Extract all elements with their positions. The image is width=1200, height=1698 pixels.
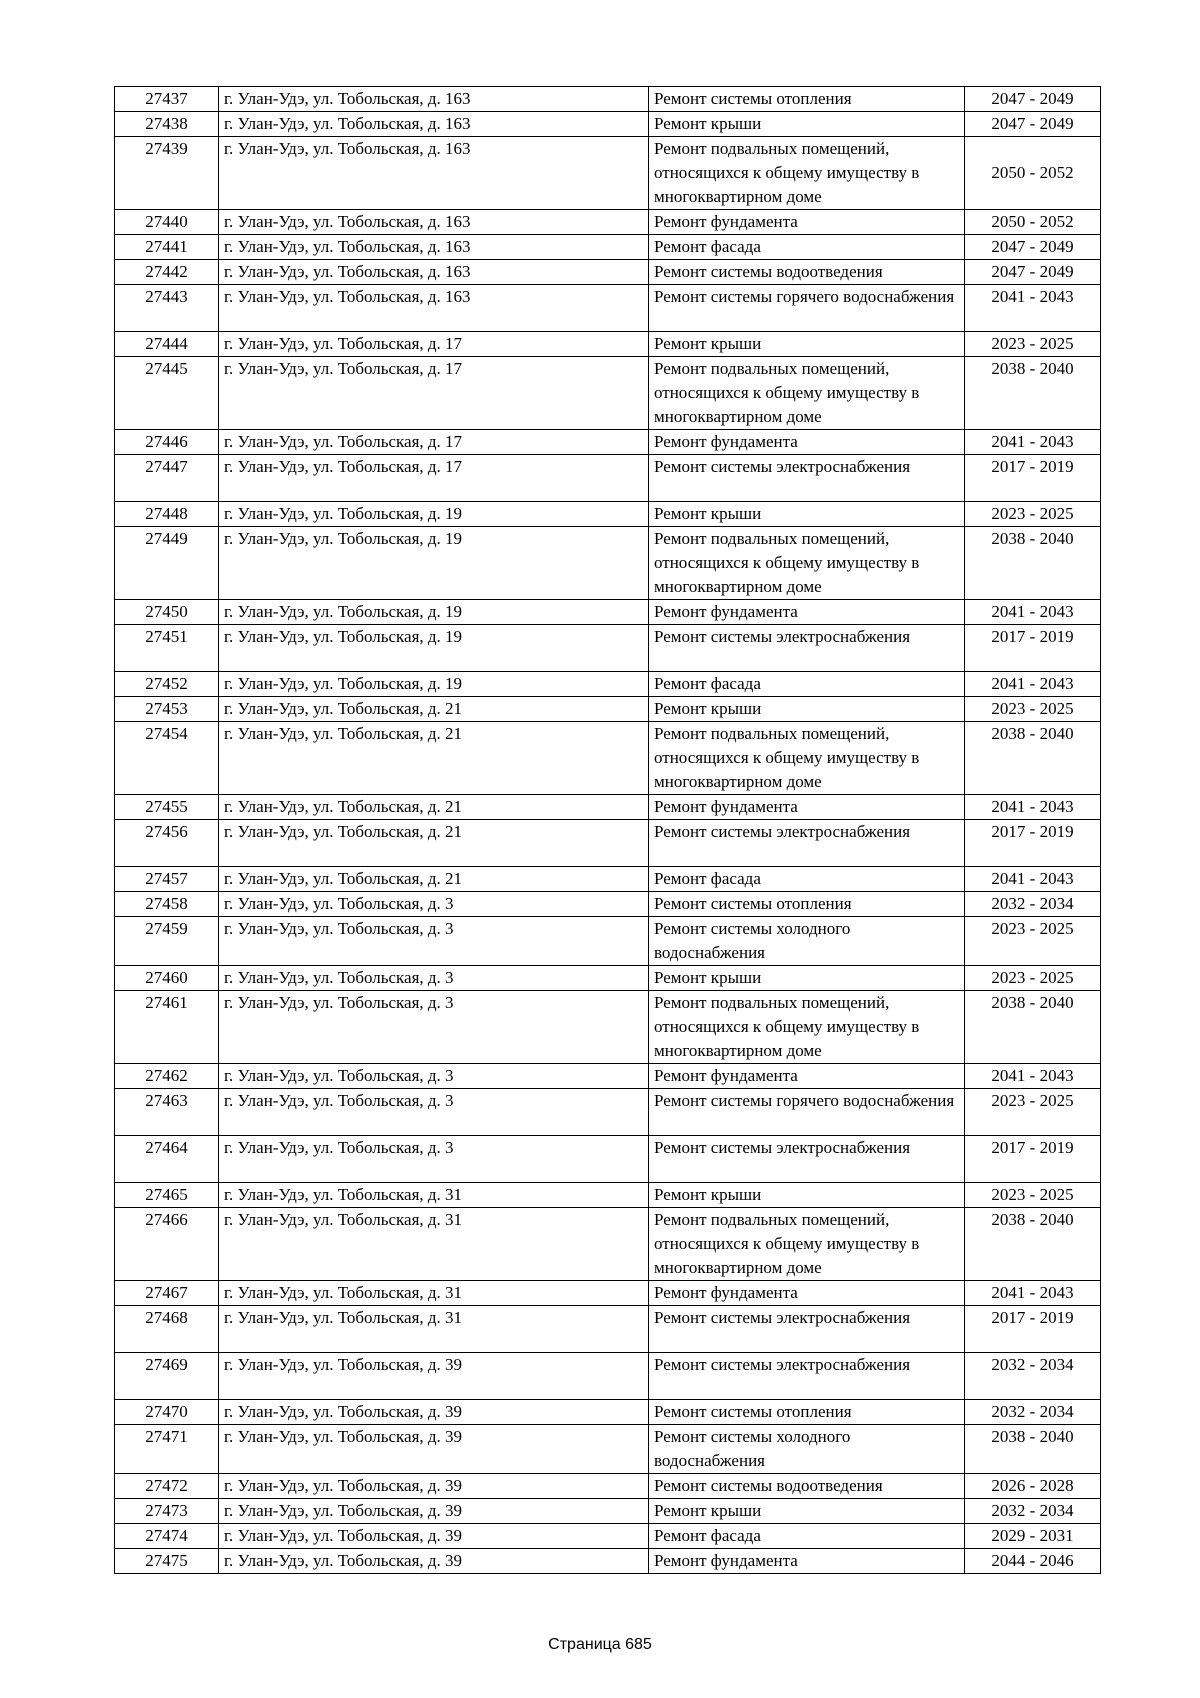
address-cell: г. Улан-Удэ, ул. Тобольская, д. 163	[219, 112, 649, 137]
address-cell: г. Улан-Удэ, ул. Тобольская, д. 39	[219, 1549, 649, 1574]
address-cell: г. Улан-Удэ, ул. Тобольская, д. 163	[219, 87, 649, 112]
table-row	[115, 210, 1101, 235]
row-number-cell: 27456	[115, 820, 219, 867]
address-cell: г. Улан-Удэ, ул. Тобольская, д. 21	[219, 795, 649, 820]
period-cell: 2047 - 2049	[965, 87, 1101, 112]
work-type-cell: Ремонт фундамента	[649, 795, 965, 820]
address-cell: г. Улан-Удэ, ул. Тобольская, д. 163	[219, 235, 649, 260]
table-row	[115, 357, 1101, 430]
table-row	[115, 697, 1101, 722]
table-row	[115, 820, 1101, 867]
work-type-cell: Ремонт системы холодного водоснабжения	[649, 1425, 965, 1474]
address-cell: г. Улан-Удэ, ул. Тобольская, д. 17	[219, 455, 649, 502]
address-cell: г. Улан-Удэ, ул. Тобольская, д. 19	[219, 502, 649, 527]
row-number-cell: 27449	[115, 527, 219, 600]
work-type-cell: Ремонт фасада	[649, 672, 965, 697]
period-cell: 2038 - 2040	[965, 991, 1101, 1064]
table-row	[115, 502, 1101, 527]
row-number-cell: 27438	[115, 112, 219, 137]
table-row	[115, 1064, 1101, 1089]
work-type-cell: Ремонт фасада	[649, 1524, 965, 1549]
work-type-cell: Ремонт системы электроснабжения	[649, 1136, 965, 1183]
period-cell: 2047 - 2049	[965, 112, 1101, 137]
page-number: Страница 685	[548, 1636, 652, 1653]
table-row	[115, 867, 1101, 892]
address-cell: г. Улан-Удэ, ул. Тобольская, д. 39	[219, 1499, 649, 1524]
work-type-cell: Ремонт фундамента	[649, 430, 965, 455]
work-type-cell: Ремонт системы электроснабжения	[649, 1353, 965, 1400]
row-number-cell: 27441	[115, 235, 219, 260]
address-cell: г. Улан-Удэ, ул. Тобольская, д. 39	[219, 1524, 649, 1549]
table-row	[115, 1524, 1101, 1549]
address-cell: г. Улан-Удэ, ул. Тобольская, д. 21	[219, 722, 649, 795]
period-cell: 2050 - 2052	[965, 210, 1101, 235]
table-row	[115, 625, 1101, 672]
row-number-cell: 27469	[115, 1353, 219, 1400]
work-type-cell: Ремонт системы электроснабжения	[649, 625, 965, 672]
row-number-cell: 27466	[115, 1208, 219, 1281]
row-number-cell: 27453	[115, 697, 219, 722]
period-cell: 2038 - 2040	[965, 722, 1101, 795]
table-row	[115, 1089, 1101, 1136]
address-cell: г. Улан-Удэ, ул. Тобольская, д. 3	[219, 991, 649, 1064]
repair-schedule-table	[114, 86, 1101, 1574]
table-row	[115, 332, 1101, 357]
period-cell: 2023 - 2025	[965, 966, 1101, 991]
row-number-cell: 27444	[115, 332, 219, 357]
period-cell: 2023 - 2025	[965, 332, 1101, 357]
row-number-cell: 27475	[115, 1549, 219, 1574]
row-number-cell: 27457	[115, 867, 219, 892]
row-number-cell: 27473	[115, 1499, 219, 1524]
work-type-cell: Ремонт системы электроснабжения	[649, 820, 965, 867]
period-cell: 2023 - 2025	[965, 1183, 1101, 1208]
table-row	[115, 455, 1101, 502]
address-cell: г. Улан-Удэ, ул. Тобольская, д. 39	[219, 1400, 649, 1425]
table-row	[115, 917, 1101, 966]
row-number-cell: 27442	[115, 260, 219, 285]
address-cell: г. Улан-Удэ, ул. Тобольская, д. 3	[219, 966, 649, 991]
period-cell: 2017 - 2019	[965, 1136, 1101, 1183]
address-cell: г. Улан-Удэ, ул. Тобольская, д. 19	[219, 672, 649, 697]
address-cell: г. Улан-Удэ, ул. Тобольская, д. 3	[219, 917, 649, 966]
row-number-cell: 27470	[115, 1400, 219, 1425]
table-row	[115, 430, 1101, 455]
period-cell: 2023 - 2025	[965, 697, 1101, 722]
address-cell: г. Улан-Удэ, ул. Тобольская, д. 39	[219, 1474, 649, 1499]
period-cell: 2047 - 2049	[965, 235, 1101, 260]
row-number-cell: 27474	[115, 1524, 219, 1549]
table-row	[115, 1499, 1101, 1524]
period-cell: 2032 - 2034	[965, 1353, 1101, 1400]
row-number-cell: 27468	[115, 1306, 219, 1353]
row-number-cell: 27437	[115, 87, 219, 112]
work-type-cell: Ремонт системы водоотведения	[649, 1474, 965, 1499]
work-type-cell: Ремонт фасада	[649, 235, 965, 260]
table-row	[115, 600, 1101, 625]
period-cell: 2050 - 2052	[965, 137, 1101, 210]
address-cell: г. Улан-Удэ, ул. Тобольская, д. 19	[219, 600, 649, 625]
work-type-cell: Ремонт системы горячего водоснабжения	[649, 1089, 965, 1136]
row-number-cell: 27445	[115, 357, 219, 430]
period-cell: 2041 - 2043	[965, 1281, 1101, 1306]
row-number-cell: 27440	[115, 210, 219, 235]
address-cell: г. Улан-Удэ, ул. Тобольская, д. 39	[219, 1353, 649, 1400]
address-cell: г. Улан-Удэ, ул. Тобольская, д. 31	[219, 1281, 649, 1306]
table-row	[115, 991, 1101, 1064]
work-type-cell: Ремонт системы отопления	[649, 892, 965, 917]
table-row	[115, 137, 1101, 210]
row-number-cell: 27464	[115, 1136, 219, 1183]
row-number-cell: 27455	[115, 795, 219, 820]
address-cell: г. Улан-Удэ, ул. Тобольская, д. 17	[219, 357, 649, 430]
work-type-cell: Ремонт подвальных помещений, относящихся к общему имуществу в многоквартирном доме	[649, 357, 965, 430]
row-number-cell: 27471	[115, 1425, 219, 1474]
table-row	[115, 260, 1101, 285]
period-cell: 2041 - 2043	[965, 672, 1101, 697]
address-cell: г. Улан-Удэ, ул. Тобольская, д. 163	[219, 285, 649, 332]
table-row	[115, 1183, 1101, 1208]
table-row	[115, 1400, 1101, 1425]
table-row	[115, 1549, 1101, 1574]
address-cell: г. Улан-Удэ, ул. Тобольская, д. 31	[219, 1306, 649, 1353]
table-row	[115, 722, 1101, 795]
table-row	[115, 1281, 1101, 1306]
period-cell: 2041 - 2043	[965, 795, 1101, 820]
work-type-cell: Ремонт системы отопления	[649, 1400, 965, 1425]
work-type-cell: Ремонт крыши	[649, 966, 965, 991]
work-type-cell: Ремонт системы водоотведения	[649, 260, 965, 285]
table-row	[115, 672, 1101, 697]
row-number-cell: 27461	[115, 991, 219, 1064]
table-row	[115, 1353, 1101, 1400]
address-cell: г. Улан-Удэ, ул. Тобольская, д. 39	[219, 1425, 649, 1474]
work-type-cell: Ремонт крыши	[649, 332, 965, 357]
work-type-cell: Ремонт подвальных помещений, относящихся к общему имуществу в многоквартирном доме	[649, 527, 965, 600]
address-cell: г. Улан-Удэ, ул. Тобольская, д. 31	[219, 1183, 649, 1208]
period-cell: 2029 - 2031	[965, 1524, 1101, 1549]
work-type-cell: Ремонт подвальных помещений, относящихся к общему имуществу в многоквартирном доме	[649, 722, 965, 795]
work-type-cell: Ремонт системы горячего водоснабжения	[649, 285, 965, 332]
row-number-cell: 27465	[115, 1183, 219, 1208]
period-cell: 2041 - 2043	[965, 1064, 1101, 1089]
table-row	[115, 1208, 1101, 1281]
period-cell: 2041 - 2043	[965, 867, 1101, 892]
row-number-cell: 27462	[115, 1064, 219, 1089]
work-type-cell: Ремонт системы холодного водоснабжения	[649, 917, 965, 966]
work-type-cell: Ремонт фундамента	[649, 1281, 965, 1306]
period-cell: 2017 - 2019	[965, 625, 1101, 672]
row-number-cell: 27454	[115, 722, 219, 795]
table-row	[115, 1306, 1101, 1353]
work-type-cell: Ремонт фундамента	[649, 600, 965, 625]
period-cell: 2041 - 2043	[965, 285, 1101, 332]
work-type-cell: Ремонт системы электроснабжения	[649, 1306, 965, 1353]
work-type-cell: Ремонт фундамента	[649, 1064, 965, 1089]
table-row	[115, 795, 1101, 820]
row-number-cell: 27448	[115, 502, 219, 527]
row-number-cell: 27467	[115, 1281, 219, 1306]
period-cell: 2023 - 2025	[965, 502, 1101, 527]
address-cell: г. Улан-Удэ, ул. Тобольская, д. 19	[219, 625, 649, 672]
period-cell: 2041 - 2043	[965, 430, 1101, 455]
address-cell: г. Улан-Удэ, ул. Тобольская, д. 19	[219, 527, 649, 600]
address-cell: г. Улан-Удэ, ул. Тобольская, д. 163	[219, 137, 649, 210]
work-type-cell: Ремонт крыши	[649, 112, 965, 137]
row-number-cell: 27452	[115, 672, 219, 697]
period-cell: 2044 - 2046	[965, 1549, 1101, 1574]
period-cell: 2038 - 2040	[965, 357, 1101, 430]
table-row	[115, 112, 1101, 137]
period-cell: 2047 - 2049	[965, 260, 1101, 285]
period-cell: 2017 - 2019	[965, 820, 1101, 867]
address-cell: г. Улан-Удэ, ул. Тобольская, д. 3	[219, 1089, 649, 1136]
period-cell: 2038 - 2040	[965, 527, 1101, 600]
period-cell: 2017 - 2019	[965, 455, 1101, 502]
row-number-cell: 27458	[115, 892, 219, 917]
row-number-cell: 27450	[115, 600, 219, 625]
row-number-cell: 27439	[115, 137, 219, 210]
work-type-cell: Ремонт крыши	[649, 697, 965, 722]
table-row	[115, 235, 1101, 260]
work-type-cell: Ремонт подвальных помещений, относящихся к общему имуществу в многоквартирном доме	[649, 991, 965, 1064]
work-type-cell: Ремонт фундамента	[649, 210, 965, 235]
period-cell: 2017 - 2019	[965, 1306, 1101, 1353]
address-cell: г. Улан-Удэ, ул. Тобольская, д. 21	[219, 697, 649, 722]
table-row	[115, 1425, 1101, 1474]
period-cell: 2023 - 2025	[965, 917, 1101, 966]
row-number-cell: 27460	[115, 966, 219, 991]
address-cell: г. Улан-Удэ, ул. Тобольская, д. 17	[219, 430, 649, 455]
address-cell: г. Улан-Удэ, ул. Тобольская, д. 3	[219, 1064, 649, 1089]
row-number-cell: 27459	[115, 917, 219, 966]
period-cell: 2026 - 2028	[965, 1474, 1101, 1499]
period-cell: 2038 - 2040	[965, 1425, 1101, 1474]
work-type-cell: Ремонт крыши	[649, 502, 965, 527]
row-number-cell: 27446	[115, 430, 219, 455]
row-number-cell: 27443	[115, 285, 219, 332]
work-type-cell: Ремонт крыши	[649, 1183, 965, 1208]
address-cell: г. Улан-Удэ, ул. Тобольская, д. 163	[219, 210, 649, 235]
period-cell: 2023 - 2025	[965, 1089, 1101, 1136]
work-type-cell: Ремонт подвальных помещений, относящихся к общему имуществу в многоквартирном доме	[649, 1208, 965, 1281]
work-type-cell: Ремонт фасада	[649, 867, 965, 892]
table-row	[115, 1474, 1101, 1499]
period-cell: 2041 - 2043	[965, 600, 1101, 625]
work-type-cell: Ремонт подвальных помещений, относящихся к общему имуществу в многоквартирном доме	[649, 137, 965, 210]
address-cell: г. Улан-Удэ, ул. Тобольская, д. 21	[219, 867, 649, 892]
work-type-cell: Ремонт системы отопления	[649, 87, 965, 112]
table-row	[115, 1136, 1101, 1183]
table-row	[115, 285, 1101, 332]
address-cell: г. Улан-Удэ, ул. Тобольская, д. 163	[219, 260, 649, 285]
table-row	[115, 87, 1101, 112]
period-cell: 2032 - 2034	[965, 892, 1101, 917]
row-number-cell: 27451	[115, 625, 219, 672]
address-cell: г. Улан-Удэ, ул. Тобольская, д. 3	[219, 1136, 649, 1183]
row-number-cell: 27472	[115, 1474, 219, 1499]
period-cell: 2032 - 2034	[965, 1499, 1101, 1524]
table-row	[115, 527, 1101, 600]
work-type-cell: Ремонт фундамента	[649, 1549, 965, 1574]
table-body	[115, 87, 1101, 1574]
address-cell: г. Улан-Удэ, ул. Тобольская, д. 17	[219, 332, 649, 357]
table-row	[115, 966, 1101, 991]
work-type-cell: Ремонт системы электроснабжения	[649, 455, 965, 502]
row-number-cell: 27447	[115, 455, 219, 502]
address-cell: г. Улан-Удэ, ул. Тобольская, д. 3	[219, 892, 649, 917]
table-row	[115, 892, 1101, 917]
address-cell: г. Улан-Удэ, ул. Тобольская, д. 21	[219, 820, 649, 867]
work-type-cell: Ремонт крыши	[649, 1499, 965, 1524]
period-cell: 2032 - 2034	[965, 1400, 1101, 1425]
address-cell: г. Улан-Удэ, ул. Тобольская, д. 31	[219, 1208, 649, 1281]
period-cell: 2038 - 2040	[965, 1208, 1101, 1281]
row-number-cell: 27463	[115, 1089, 219, 1136]
